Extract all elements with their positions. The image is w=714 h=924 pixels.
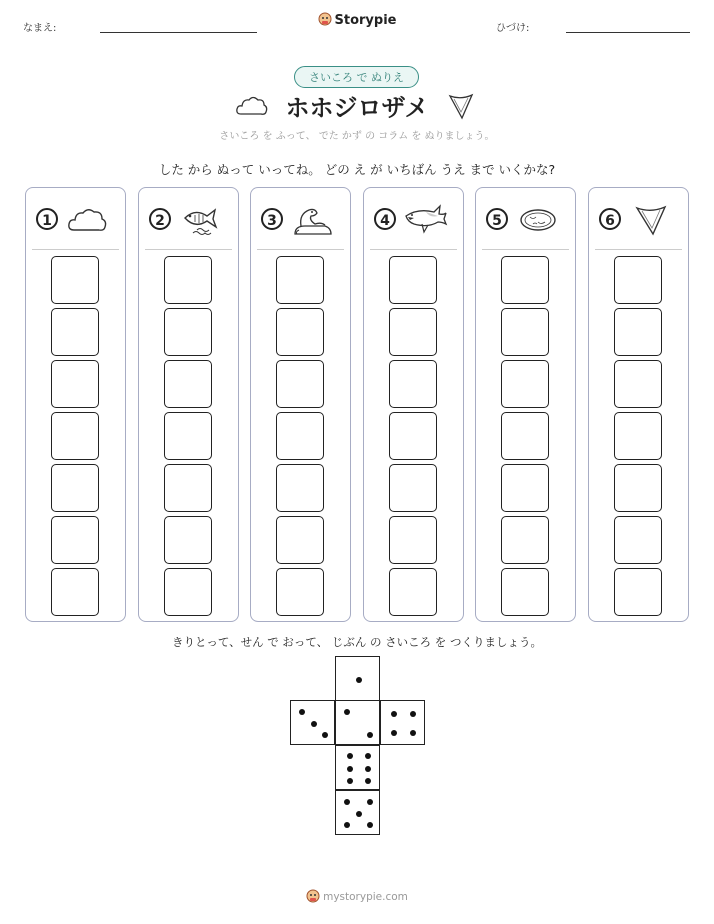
color-box[interactable] <box>501 464 549 512</box>
dice-pip <box>356 811 362 817</box>
column-header <box>139 206 238 238</box>
color-box[interactable] <box>51 568 99 616</box>
color-box[interactable] <box>614 308 662 356</box>
dice-pip <box>347 766 353 772</box>
dice-face-1 <box>335 656 380 701</box>
color-box[interactable] <box>164 308 212 356</box>
color-box[interactable] <box>389 308 437 356</box>
shark-tooth-icon <box>629 204 673 236</box>
color-box[interactable] <box>389 464 437 512</box>
column-divider <box>257 249 344 250</box>
date-line <box>566 32 690 33</box>
meat-icon <box>516 204 560 236</box>
color-box[interactable] <box>501 360 549 408</box>
color-box[interactable] <box>389 568 437 616</box>
color-box[interactable] <box>614 568 662 616</box>
column-header <box>589 206 688 238</box>
dice-face-6 <box>335 745 380 790</box>
name-line <box>100 32 257 33</box>
page-title: ホホジロザメ <box>285 94 429 122</box>
dice-pip <box>391 730 397 736</box>
dice-face-5 <box>335 790 380 835</box>
color-box[interactable] <box>164 360 212 408</box>
column-number: 3 <box>261 208 283 230</box>
dice-pip <box>410 711 416 717</box>
date-label: ひづけ: <box>496 23 530 34</box>
column-2 <box>138 187 239 622</box>
fish-icon <box>179 204 223 236</box>
dice-pip <box>410 730 416 736</box>
dice-pip <box>367 732 373 738</box>
footer-url: mystorypie.com <box>323 891 408 903</box>
column-header <box>476 206 575 238</box>
color-box[interactable] <box>164 412 212 460</box>
dice-pip <box>344 822 350 828</box>
storypie-logo-icon <box>318 12 332 26</box>
color-box[interactable] <box>51 464 99 512</box>
dice-pip <box>367 822 373 828</box>
column-number: 2 <box>149 208 171 230</box>
instruction: した から ぬって いってね。 どの え が いちばん うえ まで いくかな? <box>158 162 556 177</box>
column-number: 4 <box>374 208 396 230</box>
color-box[interactable] <box>501 568 549 616</box>
column-divider <box>482 249 569 250</box>
dice-pip <box>391 711 397 717</box>
dice-pip <box>347 753 353 759</box>
dice-pip <box>344 709 350 715</box>
shark-icon <box>404 204 448 236</box>
dice-pip <box>367 799 373 805</box>
column-5 <box>475 187 576 622</box>
dice-pip <box>322 732 328 738</box>
color-box[interactable] <box>51 308 99 356</box>
color-box[interactable] <box>276 412 324 460</box>
cut-instruction: きりとって、せん で おって、 じぶん の さいころ を つくりましょう。 <box>172 635 542 649</box>
column-4 <box>363 187 464 622</box>
color-box[interactable] <box>51 256 99 304</box>
column-header <box>251 206 350 238</box>
dice-pip <box>356 677 362 683</box>
color-box[interactable] <box>389 516 437 564</box>
dice-pip <box>299 709 305 715</box>
color-box[interactable] <box>164 256 212 304</box>
footer <box>0 889 714 903</box>
dice-pip <box>365 766 371 772</box>
dice-face-4 <box>380 700 425 745</box>
color-box[interactable] <box>276 516 324 564</box>
storypie-footer-logo-icon <box>306 889 320 903</box>
color-box[interactable] <box>389 360 437 408</box>
dice-pip <box>365 753 371 759</box>
color-box[interactable] <box>51 516 99 564</box>
name-label: なまえ: <box>23 23 57 34</box>
color-box[interactable] <box>276 360 324 408</box>
color-box[interactable] <box>501 256 549 304</box>
color-box[interactable] <box>51 360 99 408</box>
cloud-icon <box>66 204 110 236</box>
color-box[interactable] <box>51 412 99 460</box>
column-divider <box>595 249 682 250</box>
color-box[interactable] <box>389 412 437 460</box>
brand-name: Storypie <box>334 13 397 28</box>
column-header <box>364 206 463 238</box>
column-divider <box>32 249 119 250</box>
color-box[interactable] <box>276 256 324 304</box>
column-3 <box>250 187 351 622</box>
dice-face-2 <box>335 700 380 745</box>
color-box[interactable] <box>501 516 549 564</box>
column-number: 5 <box>486 208 508 230</box>
color-box[interactable] <box>164 568 212 616</box>
color-box[interactable] <box>501 412 549 460</box>
color-box[interactable] <box>276 568 324 616</box>
column-6 <box>588 187 689 622</box>
seal-icon <box>291 204 335 236</box>
dice-face-3 <box>290 700 335 745</box>
color-box[interactable] <box>389 256 437 304</box>
color-box[interactable] <box>164 516 212 564</box>
column-header <box>26 206 125 238</box>
color-box[interactable] <box>501 308 549 356</box>
column-divider <box>145 249 232 250</box>
column-number: 6 <box>599 208 621 230</box>
dice-pip <box>311 721 317 727</box>
color-box[interactable] <box>276 308 324 356</box>
color-box[interactable] <box>614 464 662 512</box>
shark-tooth-icon <box>448 92 474 120</box>
activity-badge: さいころ で ぬりえ <box>294 66 419 88</box>
subtitle: さいころ を ふって、 でた かず の コラム を ぬりましょう。 <box>219 131 495 142</box>
color-box[interactable] <box>614 360 662 408</box>
color-box[interactable] <box>614 256 662 304</box>
column-divider <box>370 249 457 250</box>
column-number: 1 <box>36 208 58 230</box>
dice-pip <box>347 778 353 784</box>
color-box[interactable] <box>276 464 324 512</box>
brand-logo <box>0 12 714 28</box>
color-box[interactable] <box>164 464 212 512</box>
column-1 <box>25 187 126 622</box>
dice-pip <box>365 778 371 784</box>
dice-pip <box>344 799 350 805</box>
color-box[interactable] <box>614 412 662 460</box>
color-box[interactable] <box>614 516 662 564</box>
